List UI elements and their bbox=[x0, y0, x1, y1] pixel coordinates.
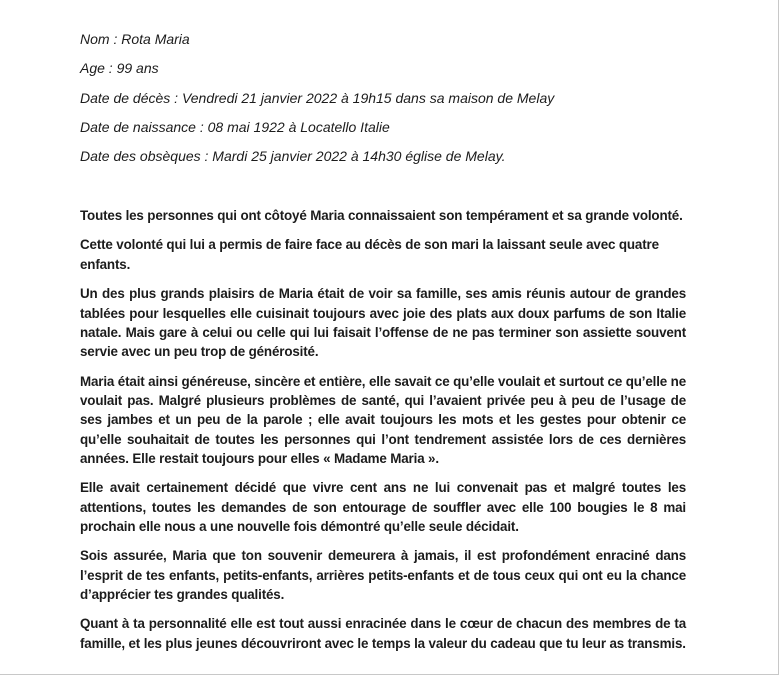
paragraph: Elle avait certainement décidé que vivre cent ans ne lui convenait pas et malgré toutes les attentions, toutes les demandes de son entourage de souffler avec elle 100 bougies le 8 mai prochain elle nous a une nouvelle fois démontré qu’elle seule décidait. bbox=[80, 480, 686, 534]
paragraph: Quant à ta personnalité elle est tout aussi enracinée dans le cœur de chacun des membres de ta famille, et les plus jeunes découvriront avec le temps la valeur du cadeau que tu leur as transmis. bbox=[80, 616, 686, 651]
info-date-of-death: Date de décès : Vendredi 21 janvier 2022 à 19h15 dans sa maison de Melay bbox=[80, 89, 555, 106]
paragraph: Toutes les personnes qui ont côtoyé Maria connaissaient son tempérament et sa grande volonté. bbox=[80, 208, 683, 223]
info-funeral-date: Date des obsèques : Mardi 25 janvier 2022 à 14h30 église de Melay. bbox=[80, 148, 506, 165]
paragraph: Un des plus grands plaisirs de Maria était de voir sa famille, ses amis réunis autour de grandes tablées pour lesquelles elle cuisinait toujours avec joie des plats aux doux parfums de son Italie natale. Mais gare à celui ou celle qui lui faisait l’offense de ne pas terminer son assiette souvent servie avec un peu trop de générosité. bbox=[80, 286, 686, 360]
deceased-info-block bbox=[80, 28, 720, 174]
eulogy-text bbox=[80, 206, 686, 663]
paragraph: Maria était ainsi généreuse, sincère et entière, elle savait ce qu’elle voulait et surtout ce qu’elle ne voulait pas. Malgré plusieurs problèmes de santé, qui l’avaient privée peu à peu de l’usage de ses jambes et un peu de la parole ; elle avait toujours les mots et les gestes pour obtenir ce qu’elle souhaitait de toutes les personnes qui l’ont tendrement assistée lors de ces dernières années. Elle restait toujours pour elles « Madame Maria ». bbox=[80, 373, 686, 466]
paragraph: Sois assurée, Maria que ton souvenir demeurera à jamais, il est profondément enraciné dans l’esprit de tes enfants, petits-enfants, arrières petits-enfants et de tous ceux qui ont eu la chance d’apprécier tes grandes qualités. bbox=[80, 548, 686, 602]
info-age: Age : 99 ans bbox=[80, 60, 159, 77]
info-name: Nom : Rota Maria bbox=[80, 31, 190, 47]
info-date-of-birth: Date de naissance : 08 mai 1922 à Locatello Italie bbox=[80, 118, 390, 135]
paragraph: Cette volonté qui lui a permis de faire face au décès de son mari la laissant seule avec quatre enfants. bbox=[80, 237, 659, 272]
